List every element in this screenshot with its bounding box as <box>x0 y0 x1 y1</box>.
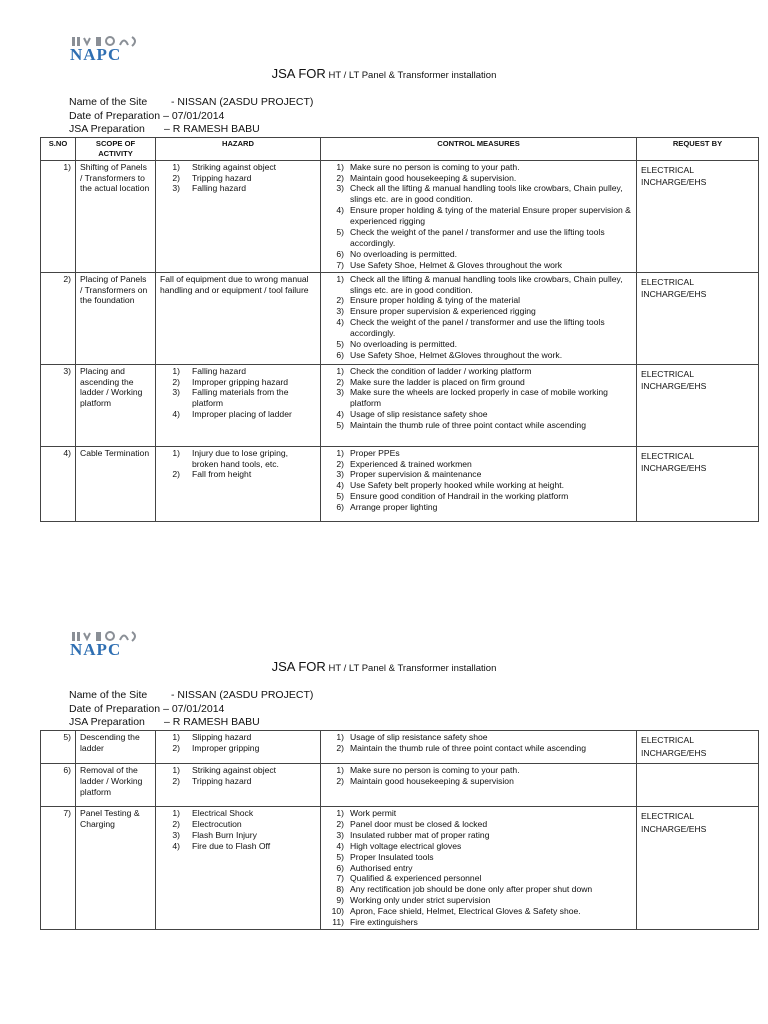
numbered-list <box>325 448 632 513</box>
item-text: Any rectification job should be done only after proper shut down <box>350 884 593 895</box>
item-text: Tripping hazard <box>192 775 252 786</box>
cell-control-measures <box>321 364 637 446</box>
item-number: 2) <box>336 172 344 183</box>
cell-control-measures <box>321 764 637 807</box>
item-text: Ensure proper holding & tying of the material <box>350 295 521 306</box>
col-request: REQUEST BY <box>637 138 759 161</box>
item-text: Experienced & trained workmen <box>350 458 472 469</box>
cell-request-by <box>637 731 759 764</box>
date-label: Date of Preparation <box>69 109 161 122</box>
cell-scope: Descending the ladder <box>76 731 156 764</box>
list-item <box>325 409 632 420</box>
document-title-page-2 <box>0 660 768 676</box>
item-number: 5) <box>336 339 344 350</box>
item-number: 5) <box>336 420 344 431</box>
item-text: Flash Burn Injury <box>192 829 257 840</box>
item-number: 1) <box>336 447 344 458</box>
site-value: - NISSAN (2ASDU PROJECT) <box>171 689 314 701</box>
list-item <box>325 377 632 388</box>
cell-hazard <box>156 272 321 364</box>
numbered-list <box>160 808 316 852</box>
cell-control-measures <box>321 446 637 521</box>
header-meta-page-2 <box>69 689 313 730</box>
list-item <box>160 377 316 388</box>
list-item <box>325 863 632 874</box>
item-number: 1) <box>336 808 344 818</box>
cell-request-by <box>637 272 759 364</box>
item-number: 4) <box>172 840 180 851</box>
item-number: 4) <box>336 409 344 420</box>
numbered-list <box>325 732 632 754</box>
list-item <box>160 409 316 420</box>
cell-sno: 7) <box>41 807 76 930</box>
request-by-text: ELECTRICAL INCHARGE/EHS <box>641 368 707 392</box>
cell-hazard <box>156 364 321 446</box>
item-number: 1) <box>336 732 344 742</box>
list-item <box>325 274 632 296</box>
item-text: Use Safety Shoe, Helmet & Gloves throughout the work <box>350 259 563 270</box>
cell-control-measures <box>321 731 637 764</box>
date-label: Date of Preparation <box>69 702 161 715</box>
item-number: 2) <box>172 818 180 829</box>
cell-control-measures <box>321 160 637 272</box>
col-sno: S.NO <box>41 138 76 161</box>
document-title <box>0 67 768 83</box>
item-text: Ensure proper supervision & experienced rigging <box>350 306 536 317</box>
item-text: Check the weight of the panel / transformer and use the lifting tools accordingly. <box>350 227 605 248</box>
numbered-list <box>160 366 316 421</box>
item-number: 4) <box>336 205 344 216</box>
list-item <box>325 819 632 830</box>
item-number: 4) <box>336 317 344 328</box>
cell-hazard <box>156 160 321 272</box>
item-number: 3) <box>336 469 344 480</box>
item-text: Falling materials from the platform <box>192 387 289 409</box>
prep-label: JSA Preparation <box>69 123 145 135</box>
item-number: 3) <box>336 829 344 840</box>
list-item <box>325 366 632 377</box>
item-text: Electrical Shock <box>192 808 254 818</box>
site-label: Name of the Site <box>69 689 148 701</box>
item-number: 3) <box>172 387 180 398</box>
item-number: 2) <box>336 775 344 786</box>
request-by-text: ELECTRICAL INCHARGE/EHS <box>641 450 707 474</box>
logo-wordmark: NAPC <box>70 45 122 64</box>
list-item <box>325 205 632 227</box>
table-row <box>41 364 759 446</box>
item-number: 2) <box>336 818 344 829</box>
request-by-text: ELECTRICAL INCHARGE/EHS <box>641 735 707 758</box>
item-text: Striking against object <box>192 161 277 172</box>
cell-scope: Removal of the ladder / Working platform <box>76 764 156 807</box>
list-item <box>325 260 632 271</box>
list-item <box>325 227 632 249</box>
list-item <box>325 841 632 852</box>
item-number: 1) <box>172 447 180 458</box>
prep-value: – R RAMESH BABU <box>164 716 260 728</box>
list-item <box>325 480 632 491</box>
site-label: Name of the Site <box>69 96 148 108</box>
item-text: Proper supervision & maintenance <box>350 469 482 480</box>
date-value: – 07/01/2014 <box>163 702 225 715</box>
list-item <box>160 765 316 776</box>
list-item <box>325 732 632 743</box>
item-text: Proper Insulated tools <box>350 851 434 862</box>
item-text: Proper PPEs <box>350 447 400 458</box>
list-item <box>160 162 316 173</box>
item-number: 6) <box>336 502 344 513</box>
list-item <box>160 830 316 841</box>
item-text: Tripping hazard <box>192 172 252 183</box>
list-item <box>325 873 632 884</box>
site-value: - NISSAN (2ASDU PROJECT) <box>171 96 314 108</box>
item-number: 3) <box>172 183 180 194</box>
cell-scope: Placing and ascending the ladder / Working platform <box>76 364 156 446</box>
item-number: 3) <box>172 829 180 840</box>
item-number: 1) <box>336 765 344 775</box>
item-text: Check all the lifting & manual handling tools like crowbars, Chain pulley, slings etc. are in good condition. <box>350 273 623 295</box>
item-number: 1) <box>336 365 344 376</box>
item-number: 1) <box>336 161 344 172</box>
list-item <box>160 469 316 480</box>
item-text: No overloading is permitted. <box>350 339 457 350</box>
date-value: – 07/01/2014 <box>163 109 225 122</box>
item-text: Electrocution <box>192 818 242 829</box>
item-text: Working only under strict supervision <box>350 895 491 906</box>
list-item <box>160 183 316 194</box>
item-number: 2) <box>172 775 180 786</box>
title-sub: HT / LT Panel & Transformer installation <box>325 70 497 81</box>
item-number: 3) <box>336 183 344 194</box>
list-item <box>160 819 316 830</box>
list-item <box>160 366 316 377</box>
cell-sno: 6) <box>41 764 76 807</box>
header-meta <box>69 96 313 137</box>
item-number: 7) <box>336 259 344 270</box>
cell-sno: 5) <box>41 731 76 764</box>
list-item <box>325 387 632 409</box>
prep-value: – R RAMESH BABU <box>164 123 260 135</box>
list-item <box>160 448 316 470</box>
item-number: 1) <box>172 808 180 818</box>
item-text: Apron, Face shield, Helmet, Electrical Gloves & Safety shoe. <box>350 906 581 917</box>
item-text: Injury due to lose griping, broken hand tools, etc. <box>192 447 289 469</box>
col-control: CONTROL MEASURES <box>321 138 637 161</box>
cell-request-by <box>637 364 759 446</box>
list-item <box>325 469 632 480</box>
item-text: Improper placing of ladder <box>192 409 292 420</box>
title-main: JSA FOR <box>271 66 326 81</box>
list-item <box>325 420 632 431</box>
item-text: Check the weight of the panel / transformer and use the lifting tools accordingly. <box>350 317 605 339</box>
list-item <box>325 173 632 184</box>
item-text: No overloading is permitted. <box>350 248 457 259</box>
request-by-text <box>641 765 754 767</box>
title-sub: HT / LT Panel & Transformer installation <box>325 663 497 674</box>
item-number: 4) <box>336 840 344 851</box>
list-item <box>325 350 632 361</box>
cell-request-by <box>637 160 759 272</box>
numbered-list <box>325 162 632 271</box>
item-text: Check all the lifting & manual handling tools like crowbars, Chain pulley, slings etc. are in good condition. <box>350 183 623 205</box>
item-text: Use Safety Shoe, Helmet &Gloves throughout the work. <box>350 350 563 360</box>
list-item <box>325 884 632 895</box>
numbered-list <box>325 765 632 787</box>
item-number: 1) <box>172 161 180 172</box>
list-item <box>325 339 632 350</box>
item-number: 6) <box>336 350 344 360</box>
item-number: 1) <box>172 365 180 376</box>
list-item <box>160 732 316 743</box>
list-item <box>325 830 632 841</box>
list-item <box>325 491 632 502</box>
list-item <box>160 173 316 184</box>
table-header-row <box>41 138 759 161</box>
cell-sno: 3) <box>41 364 76 446</box>
list-item <box>325 448 632 459</box>
list-item <box>325 306 632 317</box>
cell-hazard <box>156 807 321 930</box>
cell-hazard <box>156 731 321 764</box>
cell-request-by <box>637 446 759 521</box>
item-text: Qualified & experienced personnel <box>350 873 482 884</box>
item-number: 2) <box>336 742 344 753</box>
item-number: 2) <box>172 376 180 387</box>
list-item <box>160 387 316 409</box>
numbered-list <box>160 732 316 754</box>
cell-scope: Cable Termination <box>76 446 156 521</box>
item-text: Usage of slip resistance safety shoe <box>350 732 488 742</box>
item-text: Use Safety belt properly hooked while working at height. <box>350 480 565 491</box>
item-number: 10) <box>331 906 344 917</box>
jsa-table-page-1 <box>40 137 759 522</box>
list-item <box>325 776 632 787</box>
item-text: Fall from height <box>192 469 252 480</box>
item-number: 5) <box>336 851 344 862</box>
item-text: Improper gripping <box>192 742 260 753</box>
item-text: Maintain good housekeeping & supervision. <box>350 172 517 183</box>
cell-control-measures <box>321 807 637 930</box>
numbered-list <box>325 274 632 361</box>
list-item <box>325 295 632 306</box>
cell-control-measures <box>321 272 637 364</box>
item-text: Usage of slip resistance safety shoe <box>350 409 488 420</box>
list-item <box>160 743 316 754</box>
hazard-text: Fall of equipment due to wrong manual handling and or equipment / tool failure <box>160 273 309 295</box>
item-text: Ensure good condition of Handrail in the working platform <box>350 491 569 502</box>
item-text: Make sure the ladder is placed on firm ground <box>350 376 525 387</box>
item-number: 6) <box>336 248 344 259</box>
cell-sno: 1) <box>41 160 76 272</box>
table-body <box>41 160 759 521</box>
table-row <box>41 764 759 807</box>
list-item <box>160 841 316 852</box>
item-number: 11) <box>332 917 344 928</box>
numbered-list <box>325 808 632 928</box>
list-item <box>325 808 632 819</box>
item-text: Striking against object <box>192 765 277 775</box>
item-number: 3) <box>336 387 344 398</box>
item-number: 3) <box>336 306 344 317</box>
item-text: Work permit <box>350 808 397 818</box>
numbered-list <box>160 448 316 481</box>
jsa-table-page-2 <box>40 730 759 930</box>
col-hazard: HAZARD <box>156 138 321 161</box>
item-text: Check the condition of ladder / working platform <box>350 365 532 376</box>
table-row <box>41 160 759 272</box>
item-text: Make sure no person is coming to your path. <box>350 161 520 172</box>
list-item <box>325 917 632 928</box>
table-row <box>41 807 759 930</box>
item-number: 2) <box>336 295 344 306</box>
item-text: Improper gripping hazard <box>192 376 289 387</box>
item-text: Fire due to Flash Off <box>192 840 271 851</box>
company-logo-page-2 <box>70 630 144 660</box>
list-item <box>160 808 316 819</box>
table-row <box>41 272 759 364</box>
item-number: 7) <box>336 873 344 884</box>
prep-label: JSA Preparation <box>69 716 145 728</box>
list-item <box>160 776 316 787</box>
table-row <box>41 731 759 764</box>
item-number: 1) <box>172 765 180 775</box>
list-item <box>325 459 632 470</box>
item-text: Slipping hazard <box>192 732 252 742</box>
cell-scope: Placing of Panels / Transformers on the foundation <box>76 272 156 364</box>
logo-wordmark: NAPC <box>70 640 122 659</box>
item-text: Make sure no person is coming to your path. <box>350 765 520 775</box>
company-logo <box>70 35 144 65</box>
item-number: 1) <box>336 273 344 284</box>
item-number: 2) <box>336 376 344 387</box>
item-number: 4) <box>172 409 180 420</box>
list-item <box>325 906 632 917</box>
item-number: 1) <box>172 732 180 742</box>
item-text: High voltage electrical gloves <box>350 840 462 851</box>
item-number: 6) <box>336 862 344 873</box>
table-body <box>41 731 759 930</box>
item-text: Ensure proper holding & tying of the material Ensure proper supervision & experienced rigging <box>350 205 631 227</box>
list-item <box>325 162 632 173</box>
item-text: Maintain good housekeeping & supervision <box>350 775 514 786</box>
cell-scope: Panel Testing & Charging <box>76 807 156 930</box>
item-text: Panel door must be closed & locked <box>350 818 488 829</box>
cell-sno: 2) <box>41 272 76 364</box>
col-scope: SCOPE OF ACTIVITY <box>76 138 156 161</box>
list-item <box>325 765 632 776</box>
request-by-text: ELECTRICAL INCHARGE/EHS <box>641 811 707 834</box>
item-text: Falling hazard <box>192 365 246 376</box>
item-text: Maintain the thumb rule of three point contact while ascending <box>350 742 586 753</box>
item-number: 8) <box>336 884 344 895</box>
item-text: Insulated rubber mat of proper rating <box>350 829 490 840</box>
list-item <box>325 502 632 513</box>
numbered-list <box>160 765 316 787</box>
item-number: 5) <box>336 491 344 502</box>
request-by-text: ELECTRICAL INCHARGE/EHS <box>641 164 707 188</box>
item-number: 2) <box>172 172 180 183</box>
cell-request-by <box>637 764 759 807</box>
item-text: Arrange proper lighting <box>350 502 438 513</box>
item-text: Falling hazard <box>192 183 246 194</box>
list-item <box>325 183 632 205</box>
cell-scope: Shifting of Panels / Transformers to the actual location <box>76 160 156 272</box>
cell-hazard <box>156 764 321 807</box>
table-row <box>41 446 759 521</box>
item-number: 9) <box>336 895 344 906</box>
list-item <box>325 249 632 260</box>
item-text: Maintain the thumb rule of three point contact while ascending <box>350 420 586 431</box>
list-item <box>325 895 632 906</box>
item-number: 2) <box>336 458 344 469</box>
title-main: JSA FOR <box>271 659 326 674</box>
item-text: Authorised entry <box>350 862 413 873</box>
item-number: 5) <box>336 227 344 238</box>
item-text: Make sure the wheels are locked properly in case of mobile working platform <box>350 387 608 409</box>
item-number: 2) <box>172 469 180 480</box>
item-text: Fire extinguishers <box>350 917 418 928</box>
cell-request-by <box>637 807 759 930</box>
list-item <box>325 743 632 754</box>
cell-sno: 4) <box>41 446 76 521</box>
list-item <box>325 317 632 339</box>
item-number: 4) <box>336 480 344 491</box>
numbered-list <box>325 366 632 431</box>
cell-hazard <box>156 446 321 521</box>
list-item <box>325 852 632 863</box>
item-number: 2) <box>172 742 180 753</box>
request-by-text: ELECTRICAL INCHARGE/EHS <box>641 276 707 300</box>
numbered-list <box>160 162 316 195</box>
